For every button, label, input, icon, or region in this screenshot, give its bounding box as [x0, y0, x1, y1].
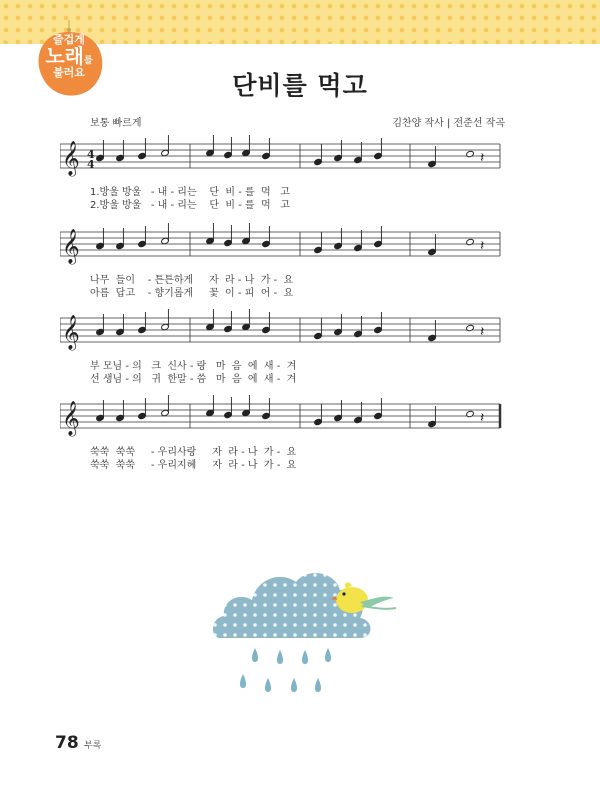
- page-number: 78: [55, 733, 79, 753]
- lyric-verse1: 쑥쑥 쑥쑥 - 우리사랑 자 라 - 나 가 - 요: [90, 447, 297, 458]
- lyric-verse1: 1.방울 방울 - 내 - 리는 단 비 - 를 먹 고: [90, 187, 290, 198]
- lyric-verse1: 나무 들이 - 튼튼하게 자 라 - 나 가 - 요: [90, 275, 294, 286]
- system-4-lyrics: [90, 446, 296, 472]
- lyric-verse2: 쑥쑥 쑥쑥 - 우리지혜 자 라 - 나 가 - 요: [90, 460, 297, 471]
- note-head: [466, 238, 475, 245]
- system-1-lyrics: [90, 186, 290, 212]
- lyric-verse2: 아름 답고 - 향기롭게 꽃 이 - 피 어 - 요: [90, 288, 294, 299]
- time-signature-top: 4: [87, 148, 95, 161]
- treble-clef-icon: 𝄞: [62, 229, 80, 264]
- bird-icon: [331, 582, 396, 613]
- badge-line1: 즐겁게: [53, 33, 85, 46]
- lyric-verse1: 부 모님 - 의 크 신사 - 랑 마 음 에 새 - 겨: [90, 361, 297, 372]
- treble-clef-icon: 𝄞: [62, 315, 80, 350]
- note-head: [466, 410, 475, 417]
- quarter-rest-icon: 𝄽: [480, 410, 485, 426]
- quarter-rest-icon: 𝄽: [480, 324, 485, 340]
- note-head: [466, 150, 475, 157]
- badge-line3: 불러요: [53, 65, 85, 79]
- rain-drops: [240, 648, 331, 692]
- quarter-rest-icon: 𝄽: [480, 238, 485, 254]
- badge-line2: 노래: [45, 43, 84, 68]
- quarter-rest-icon: 𝄽: [480, 150, 485, 166]
- time-signature-bottom: 4: [87, 158, 95, 171]
- system-2-lyrics: [90, 274, 293, 300]
- note-head: [466, 324, 475, 331]
- song-title: 단비를 먹고: [232, 71, 368, 100]
- lyric-verse2: 선 생님 - 의 귀 한말 - 씀 마 음 에 새 - 겨: [90, 374, 297, 385]
- section-label: 부록: [84, 741, 102, 751]
- badge-line2-small: 를: [83, 55, 93, 66]
- tempo-marking: 보통 빠르게: [90, 118, 142, 129]
- lyric-verse2: 2.방울 방울 - 내 - 리는 단 비 - 를 먹 고: [90, 200, 290, 211]
- treble-clef-icon: 𝄞: [62, 141, 80, 176]
- treble-clef-icon: 𝄞: [62, 401, 80, 436]
- system-3-lyrics: [90, 360, 296, 386]
- song-credits: 김찬양 작사 | 전준선 작곡: [392, 118, 505, 129]
- cloud-bird-illustration: [210, 560, 400, 700]
